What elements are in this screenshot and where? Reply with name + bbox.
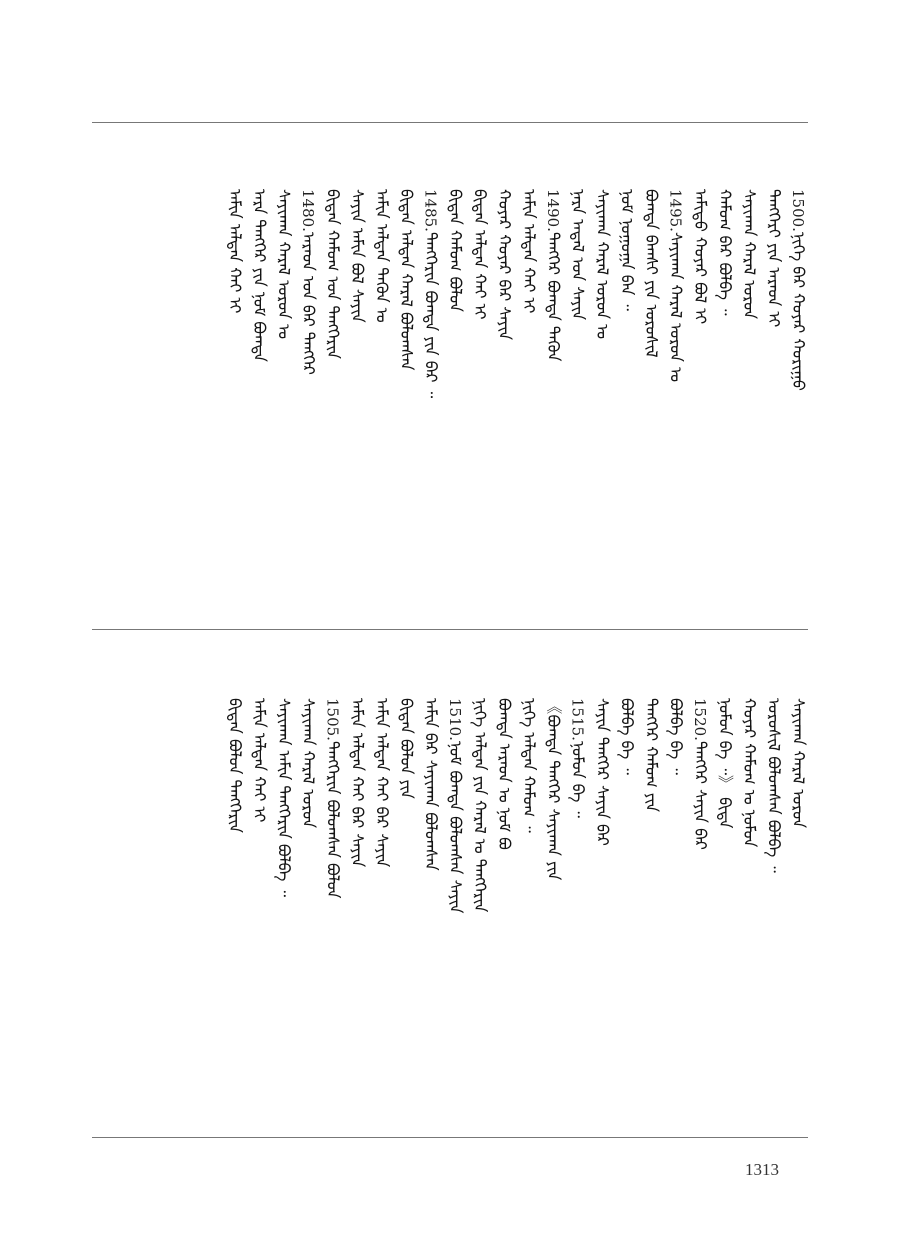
- line-text: ᠪᠣᠭᠳᠠ ᠪᠠᠭᠰᠢ ᠶᠢᠨ ᠣᠷᠣᠰᠢᠯ: [642, 189, 661, 358]
- line-text: ᠠᠷᠠᠳ ᠤᠨ ᠪᠡᠷ ᠲᠡᠩᠭᠡᠷ: [299, 231, 318, 375]
- line-text: ᠰᠠᠶᠢᠬᠠᠨ ᠠᠮᠢᠨ ᠲᠡᠩᠭᠡᠷᠢᠨ ᠪᠣᠯᠪᠠ ᠃: [274, 698, 294, 898]
- line-text: ᠬᠠᠮᠤᠭ ᠪᠡᠷ ᠪᠣᠯᠪᠠ ᠃: [715, 189, 735, 316]
- verse-line: [469, 698, 491, 912]
- verse-line: [714, 189, 736, 316]
- verse-line: [224, 698, 246, 833]
- line-text: ᠲᠡᠩᠭᠡᠷᠢ ᠶᠢᠨ ᠠᠷᠠᠳ ᠢ: [764, 189, 784, 328]
- verse-line: [640, 698, 662, 812]
- line-text: ᠠᠮᠢᠳᠤ ᠬᠣᠶᠠᠷ ᠪᠣᠯ ᠢ: [691, 189, 710, 325]
- line-text: ᠠᠮᠢᠨ ᠠᠯᠳᠠᠨ ᠬᠠᠶ ᠪᠡᠷ ᠰᠠᠶᠢᠨ: [348, 698, 367, 868]
- verse-line: [224, 189, 246, 313]
- verse-line: [444, 189, 466, 312]
- line-text: ᠪᠣᠯᠪᠠ ᠪᠠ ᠃: [666, 698, 686, 775]
- verse-line: [616, 189, 638, 311]
- line-text: ᠨᠣᠮ ᠪᠣᠭᠳᠠ ᠪᠣᠯᠣᠭᠰᠠᠨ ᠰᠠᠶᠢᠨ: [446, 740, 465, 914]
- line-text: ᠪᠣᠭᠳᠠ ᠠᠷᠠᠳ ᠤ ᠨᠣᠮ ᠪᠣ: [495, 698, 514, 850]
- verse-line: [518, 189, 540, 313]
- verse-line: [395, 189, 417, 370]
- line-text: ᠪᠢᠳᠡᠨ ᠠᠯᠳᠠᠨ ᠬᠠᠶ ᠢ: [470, 189, 490, 320]
- verse-line: [297, 189, 319, 375]
- line-text: ᠨᠣᠮ ᠨᠣᠭᠣᠭᠠ ᠪᠠᠨ ᠃: [617, 189, 637, 311]
- verse-line: [689, 698, 711, 850]
- line-text: ᠰᠠᠶᠢᠬᠠᠨ ᠬᠠᠷᠠᠯ ᠣᠷᠣᠨ ᠤ: [593, 189, 612, 340]
- verse-line: [395, 698, 417, 799]
- line-text: ᠰᠠᠶᠢᠬᠠᠨ ᠬᠠᠷᠠᠯ ᠣᠷᠣᠨ: [740, 189, 759, 320]
- line-text: ᠠᠮᠢᠨ ᠠᠯᠳᠠᠨ ᠬᠠᠶ ᠢ: [519, 189, 539, 314]
- line-text: ᠠᠮᠢᠨ ᠠᠯᠳᠠᠨ ᠬᠠᠶ ᠢ: [250, 698, 269, 823]
- verse-line: [591, 698, 613, 846]
- line-text: ᠠᠷᠠ ᠲᠡᠩᠭᠡᠷ ᠶᠢᠨ ᠨᠣᠮ ᠪᠣᠭᠳᠠ: [250, 189, 269, 362]
- line-text: ᠨᠢᠭᠡ ᠠᠯᠳᠠᠨ ᠶᠢᠨ ᠬᠠᠷᠠᠯ ᠤ ᠲᠡᠩᠭᠡᠷᠢᠨ: [470, 698, 490, 913]
- line-number: 1505.: [323, 698, 342, 741]
- line-text: ᠨᠡᠷᠡ ᠠᠳᠠᠯ ᠤᠨ ᠰᠠᠶᠢᠨ: [568, 189, 588, 321]
- verse-line: [714, 698, 736, 828]
- verse-line: [738, 189, 760, 319]
- verse-line: [346, 698, 368, 867]
- verse-line: [689, 189, 711, 324]
- verse-line: [542, 189, 564, 361]
- verse-line: [469, 189, 491, 319]
- verse-line: [591, 189, 613, 339]
- line-number: 1495.: [666, 189, 685, 232]
- line-text: ᠠᠮᠢᠨ ᠪᠡᠷ ᠰᠠᠶᠢᠬᠠᠨ ᠪᠣᠯᠣᠭᠰᠠᠨ: [421, 698, 441, 871]
- verse-line: [493, 698, 515, 850]
- verse-line: [371, 698, 393, 867]
- line-text: ᠠᠮᠢᠨ ᠠᠯᠳᠠᠨ ᠬᠠᠶ ᠪᠡᠷ ᠰᠠᠶᠢᠨ: [372, 698, 392, 868]
- line-number: 1510.: [446, 698, 464, 741]
- verse-line: [322, 189, 344, 359]
- verse-line: [444, 698, 466, 913]
- verse-line: [616, 698, 638, 775]
- line-text: ᠣᠷᠣᠰᠢᠯ ᠪᠣᠯᠣᠭᠰᠠᠨ ᠪᠣᠯᠪᠠ ᠃: [764, 698, 784, 873]
- line-text: ᠰᠠᠶᠢᠬᠠᠨ ᠬᠠᠷᠠᠯ ᠣᠷᠣᠨ: [299, 698, 318, 829]
- line-text: ᠪᠣᠯᠪᠠ ᠪᠠ ᠃: [617, 698, 637, 775]
- verse-line: [763, 698, 785, 873]
- line-number: 1515.: [568, 698, 587, 741]
- verse-line: [787, 189, 809, 391]
- line-text: ᠰᠠᠶᠢᠨ ᠠᠮᠢᠨ ᠪᠣᠯ ᠰᠠᠶᠢᠨ: [348, 189, 367, 323]
- verse-line: [665, 698, 687, 775]
- line-number: 1480.: [299, 189, 317, 232]
- line-text: ᠪᠢᠳᠡᠨ ᠬᠠᠮᠤᠭ ᠤᠨ ᠲᠡᠩᠭᠡᠷᠢᠨ: [323, 189, 343, 359]
- verse-line: [763, 189, 785, 327]
- verse-line: [297, 698, 319, 828]
- verse-line: [420, 189, 442, 398]
- verse-line: [567, 189, 589, 320]
- verse-line: [273, 189, 295, 339]
- line-text: ᠲᠡᠩᠭᠡᠷ ᠰᠠᠶᠢᠨ ᠪᠡᠷ: [691, 740, 710, 850]
- line-text: ᠰᠠᠶᠢᠬᠠᠨ ᠬᠠᠷᠠᠯ ᠣᠷᠣᠨ ᠤ: [274, 189, 294, 340]
- verse-line: [346, 189, 368, 323]
- line-text: ᠲᠡᠩᠭᠡᠷ ᠪᠣᠭᠳᠠ ᠲᠡᠭᠦᠨ: [544, 231, 563, 362]
- line-text: ᠰᠠᠶᠢᠨ ᠲᠡᠩᠭᠡᠷ ᠰᠠᠶᠢᠨ ᠪᠡᠷ: [593, 698, 612, 846]
- line-number: 1485.: [421, 189, 440, 232]
- line-text: ᠬᠣᠶᠠᠷ ᠬᠠᠮᠤᠭ ᠤ ᠨᠣᠮᠤᠨ: [740, 698, 759, 848]
- verse-line: [493, 189, 515, 340]
- line-text: ᠠᠮᠢᠨ ᠠᠯᠳᠠᠨ ᠬᠠᠶ ᠢ: [225, 189, 245, 314]
- verse-line: [420, 698, 442, 871]
- line-text: ᠪᠢᠳᠡᠨ ᠠᠯᠳᠠᠨ ᠬᠠᠷᠠᠯ ᠪᠣᠯᠣᠭᠰᠠᠨ: [397, 189, 416, 371]
- line-text: ᠨᠢᠭᠡ ᠠᠯᠳᠠᠨ ᠬᠠᠮᠤᠭ ᠃: [519, 698, 539, 833]
- line-text: ᠲᠡᠩᠭᠡᠷᠢᠨ ᠪᠣᠭᠳᠠ ᠶᠢᠨ ᠪᠡᠷ ᠃: [421, 231, 441, 399]
- line-text: ᠬᠣᠶᠠᠷ ᠬᠣᠶᠠᠷ ᠪᠠᠷ ᠰᠠᠶᠢᠨ: [495, 189, 514, 341]
- verse-line: [640, 189, 662, 358]
- line-number: 1520.: [691, 698, 709, 741]
- page-number: 1313: [745, 1160, 779, 1179]
- line-text: ᠨᠢᠭᠡ ᠪᠡᠷ ᠬᠣᠶᠠᠷ ᠬᠣᠷᠢᠭᠤ: [789, 231, 808, 391]
- line-text: 《ᠪᠣᠭᠳᠠ ᠲᠡᠩᠭᠡᠷ ᠰᠠᠶᠢᠬᠠᠨ ᠶᠢᠨ: [544, 698, 563, 881]
- line-text: ᠨᠣᠮᠤᠨ ᠪᠠ ᠃: [568, 740, 588, 818]
- line-number: 1500.: [789, 189, 807, 232]
- verse-line: [542, 698, 564, 880]
- verse-line: [787, 698, 809, 828]
- verse-line: [665, 189, 687, 382]
- line-text: ᠰᠠᠶᠢᠬᠠᠨ ᠬᠠᠷᠠᠯ ᠣᠷᠣᠨ ᠤ: [666, 231, 686, 382]
- verse-line: [248, 698, 270, 822]
- line-text: ᠨᠣᠮᠤᠨ ᠪᠠ ᠃》 ᠪᠢᠳᠡ: [715, 698, 735, 829]
- line-text: ᠰᠠᠶᠢᠬᠠᠨ ᠬᠠᠷᠠᠯ ᠣᠷᠣᠨ: [789, 698, 808, 829]
- line-text: ᠪᠢᠳᠡᠨ ᠬᠠᠮᠤᠭ ᠪᠣᠯᠤᠨ: [446, 189, 465, 312]
- line-text: ᠲᠡᠩᠭᠡᠷᠢᠨ ᠪᠣᠯᠣᠭᠰᠠᠨ ᠪᠣᠯᠣᠨ: [323, 740, 343, 899]
- verse-line: [518, 698, 540, 833]
- verse-line: [248, 189, 270, 362]
- line-number: 1490.: [544, 189, 562, 232]
- verse-line: [371, 189, 393, 323]
- lower-verse-block: [92, 630, 808, 1136]
- verse-line: [738, 698, 760, 847]
- line-text: ᠪᠢᠳᠡᠨ ᠪᠣᠯᠣᠨ ᠶᠢᠨ: [397, 698, 416, 799]
- verse-line: [273, 698, 295, 897]
- line-text: ᠠᠮᠢᠨ ᠠᠯᠳᠠᠨ ᠲᠡᠭᠦᠨ ᠤ: [372, 189, 392, 323]
- verse-line: [567, 698, 589, 818]
- upper-verse-block: [92, 123, 808, 628]
- line-text: ᠲᠡᠩᠭᠡᠷ ᠬᠠᠮᠤᠭ ᠶᠢᠨ: [642, 698, 661, 813]
- verse-line: [322, 698, 344, 899]
- bottom-rule: [92, 1137, 808, 1138]
- line-text: ᠪᠢᠳᠡᠨ ᠪᠣᠯᠣᠨ ᠲᠡᠩᠭᠡᠷᠢᠨ: [225, 698, 245, 833]
